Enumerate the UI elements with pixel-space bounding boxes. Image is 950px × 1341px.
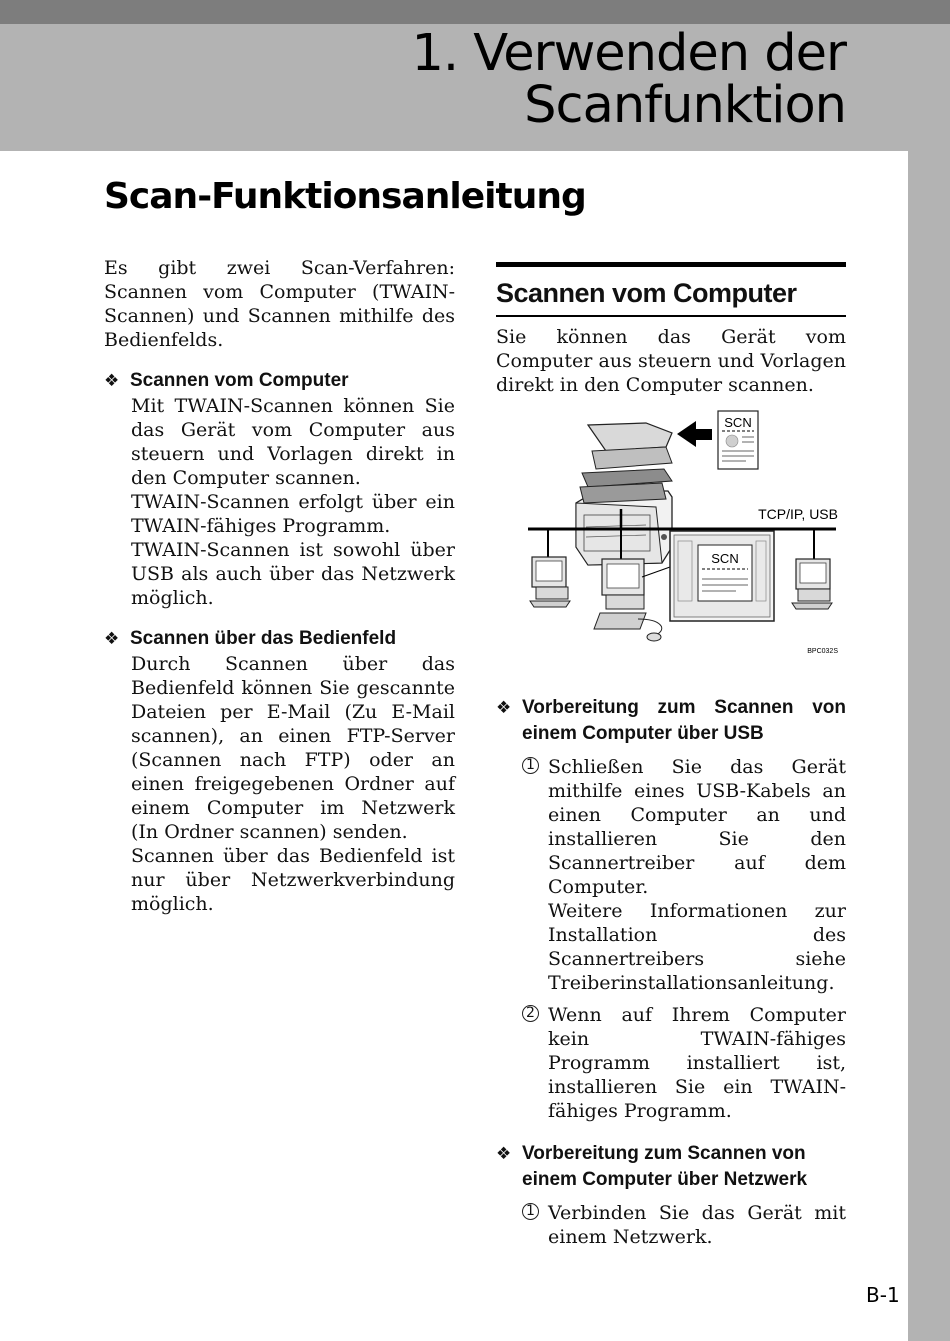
figure-id: BPC032S — [807, 648, 838, 655]
page-sidebar-tab — [908, 151, 950, 1341]
scan-network-figure — [496, 407, 846, 677]
step-text: Verbinden Sie das Gerät mit einem Netzwerk. — [548, 1202, 846, 1248]
item-paragraph: Scannen über das Bedienfeld ist nur über Netzwerkverbindung möglich. — [131, 845, 455, 915]
header-top-strip — [0, 0, 950, 24]
chapter-title-line1: 1. Verwenden der — [411, 24, 846, 83]
step-list — [496, 755, 846, 1123]
page-number: B-1 — [866, 1283, 900, 1307]
item-scan-from-panel — [104, 626, 455, 916]
subsection-title: Scannen vom Computer — [496, 262, 846, 317]
item-body — [104, 652, 455, 916]
computer-right-icon — [792, 559, 832, 609]
item-heading-text: Vorbereitung zum Scannen von einem Computer über USB — [522, 697, 846, 744]
step-item — [522, 1003, 846, 1123]
step-number: 1 — [522, 1203, 539, 1220]
item-heading-text: Scannen über das Bedienfeld — [130, 628, 397, 649]
diamond-bullet-icon: ❖ — [496, 698, 512, 718]
diamond-bullet-icon: ❖ — [496, 1144, 512, 1164]
screen-document-label: SCN — [711, 551, 739, 566]
intro-paragraph: Es gibt zwei Scan-Verfahren: Scannen vom Computer (TWAIN-Scannen) und Scannen mithilfe des Bedienfelds. — [104, 257, 455, 351]
item-paragraph: TWAIN-Scannen ist sowohl über USB als auch über das Netzwerk möglich. — [131, 539, 455, 609]
item-paragraph: Durch Scannen über das Bedienfeld können Sie gescannte Dateien per E-Mail (Zu E-Mail scannen), an einen FTP-Server (Scannen nach FTP) oder an einen freigegebenen Ordner auf einem Computer im Netzwerk (In Ordner scannen) senden. — [131, 653, 455, 843]
right-column — [496, 262, 846, 1249]
item-heading — [104, 368, 455, 394]
computer-left-icon — [530, 557, 570, 607]
item-prepare-network — [496, 1141, 846, 1249]
step-item — [522, 755, 846, 995]
network-label: TCP/IP, USB — [758, 506, 838, 522]
step-text: Schließen Sie das Gerät mithilfe eines USB-Kabels an einen Computer an und installieren Sie den Scannertreiber auf dem Computer. — [548, 756, 846, 898]
printer-icon — [576, 423, 672, 565]
step-text: Weitere Informationen zur Installation des Scannertreibers siehe Treiberinstallationsanleitung. — [548, 900, 846, 994]
subsection-intro: Sie können das Gerät vom Computer aus steuern und Vorlagen direkt in den Computer scannen. — [496, 326, 846, 396]
item-prepare-usb — [496, 695, 846, 1123]
computer-middle-icon — [594, 559, 670, 641]
step-number: 2 — [522, 1005, 539, 1022]
section-title: Scan-Funktionsanleitung — [104, 176, 586, 217]
scanned-document-icon — [718, 411, 758, 469]
step-list — [496, 1201, 846, 1249]
document-label: SCN — [724, 415, 752, 430]
step-item — [522, 1201, 846, 1249]
item-paragraph: TWAIN-Scannen erfolgt über ein TWAIN-fähiges Programm. — [131, 491, 455, 537]
item-body — [104, 394, 455, 610]
item-heading — [104, 626, 455, 652]
item-heading — [496, 1141, 846, 1193]
item-heading — [496, 695, 846, 747]
item-paragraph: Mit TWAIN-Scannen können Sie das Gerät vom Computer aus steuern und Vorlagen direkt in den Computer scannen. — [131, 395, 455, 489]
left-column — [104, 256, 455, 916]
item-heading-text: Vorbereitung zum Scannen von einem Computer über Netzwerk — [522, 1143, 808, 1190]
item-heading-text: Scannen vom Computer — [130, 370, 349, 391]
scanner-app-window — [670, 531, 774, 621]
diamond-bullet-icon: ❖ — [104, 629, 120, 649]
diamond-bullet-icon: ❖ — [104, 371, 120, 391]
item-scan-from-computer — [104, 368, 455, 610]
step-number: 1 — [522, 757, 539, 774]
chapter-title-line2: Scanfunktion — [524, 76, 846, 135]
step-text: Wenn auf Ihrem Computer kein TWAIN-fähiges Programm installiert ist, installieren Sie ein TWAIN-fähiges Programm. — [548, 1004, 846, 1122]
arrow-left-icon — [677, 421, 712, 447]
chapter-title — [146, 24, 846, 135]
